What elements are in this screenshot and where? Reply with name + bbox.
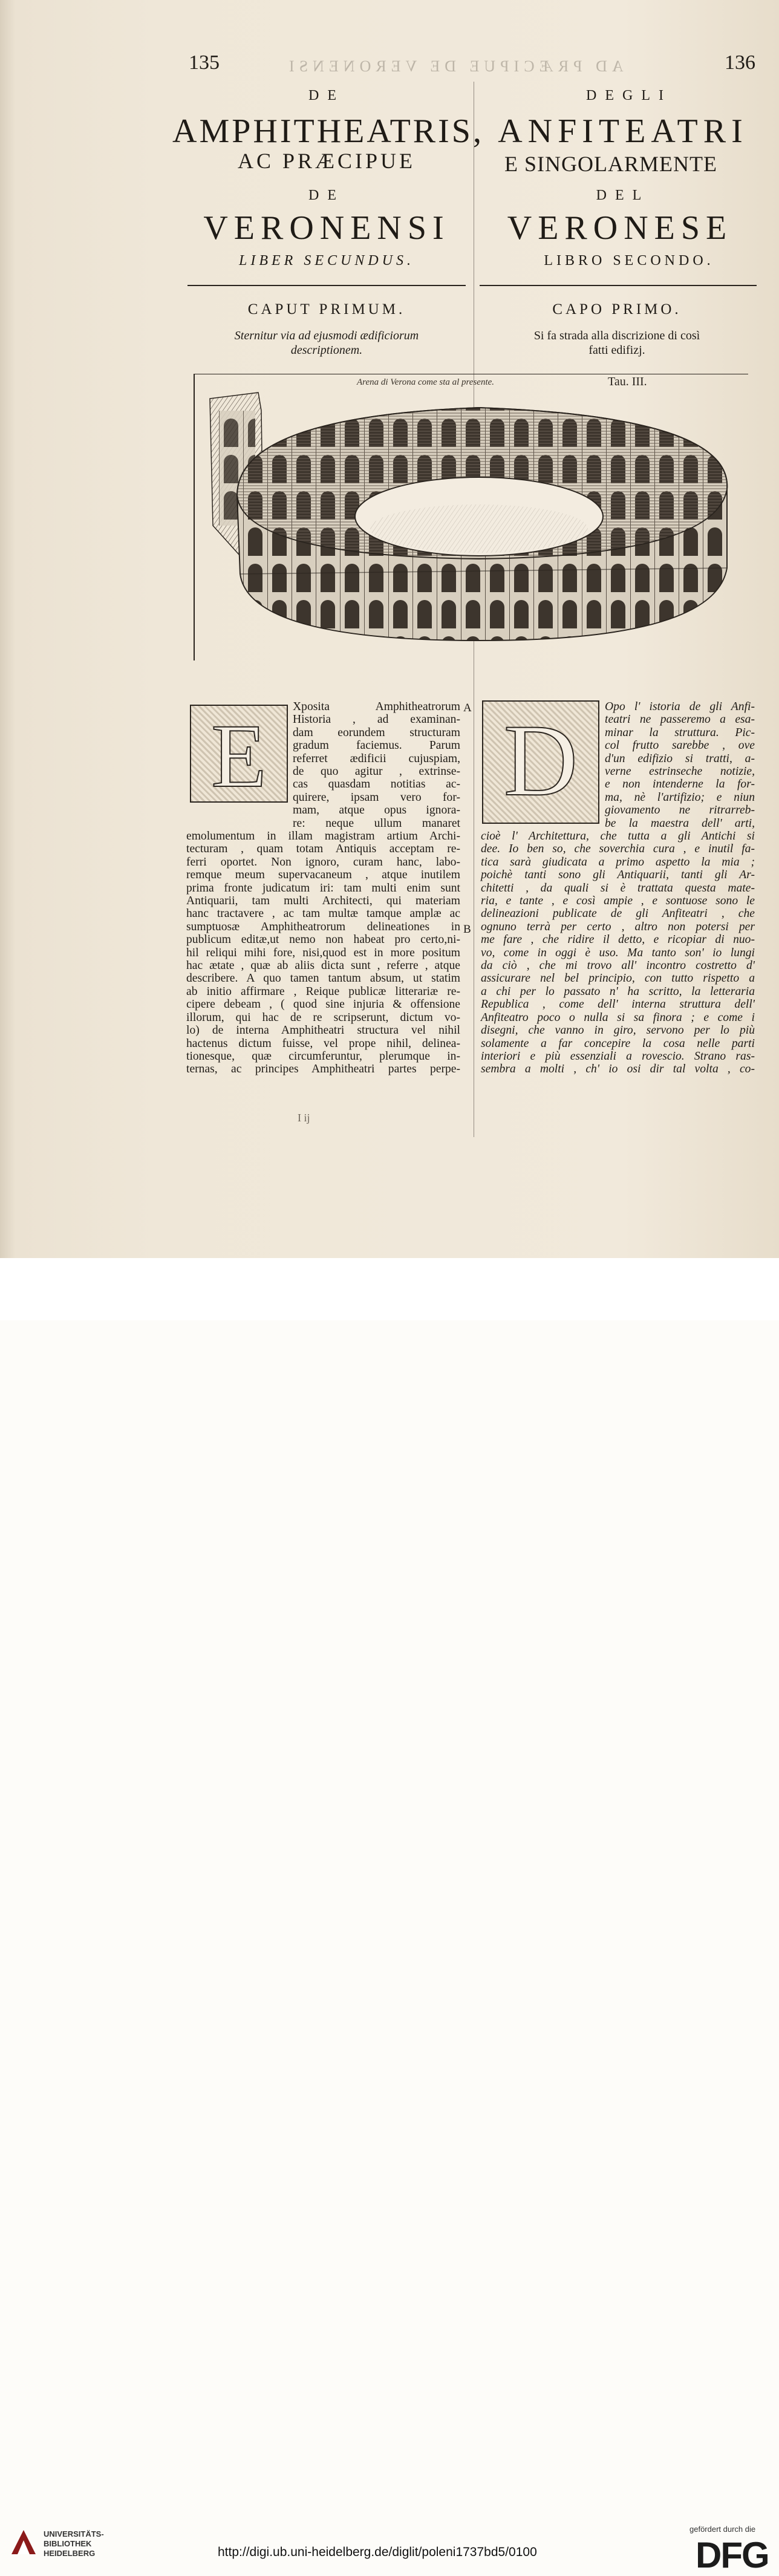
italian-text-line: da ciò , che mi trovo all' incontro costretto d' xyxy=(481,959,755,973)
italian-text-line: be la maestra dell' arti, xyxy=(605,817,755,830)
latin-text-line: ferri oportet. Non ignoro, curam hanc, labo- xyxy=(186,855,460,869)
italian-text-line: delineazioni publicate de gli Anfiteatri , che xyxy=(481,907,755,921)
latin-text-line: ab initio affirmare , Reique publicæ litterariæ re- xyxy=(186,985,460,998)
latin-text-line: describere. A quo tamen tantum absum, ut statim xyxy=(186,972,460,985)
institution-line2: BIBLIOTHEK xyxy=(44,2539,92,2548)
italian-title-rule xyxy=(480,285,757,286)
book-page xyxy=(0,0,779,1258)
latin-text-line: publicum editæ,ut nemo non habeat pro certo,ni- xyxy=(186,933,460,947)
university-logo-icon xyxy=(8,2527,39,2557)
italian-capo: CAPO PRIMO. xyxy=(552,301,682,318)
latin-text-line: sumptuosæ Amphitheatrorum delineationes in xyxy=(186,920,460,933)
page-number-right: 136 xyxy=(725,51,755,74)
italian-text-line: col frutto sarebbe , ove xyxy=(605,739,755,752)
italian-text-wrapped xyxy=(605,700,755,830)
latin-title-main: AMPHITHEATRIS, xyxy=(172,112,484,150)
latin-liber: LIBER SECUNDUS. xyxy=(239,253,414,269)
latin-drop-cap xyxy=(190,705,288,806)
latin-text-line: de quo agitur , extrinse- xyxy=(293,765,460,778)
latin-title-de2: DE xyxy=(308,187,345,203)
italian-text-line: a chi per lo passato n' ha scritto, la letteraria xyxy=(481,985,755,998)
latin-text-line: quirere, ipsam vero for- xyxy=(293,791,460,804)
latin-text-line: emolumentum in illam magistram artium Archi- xyxy=(186,830,460,843)
funded-by-label: gefördert durch die xyxy=(689,2525,756,2534)
latin-text-line: mam, atque opus ignora- xyxy=(293,804,460,817)
latin-text-line: Antiquarii, tam multi Architecti, qui materiam xyxy=(186,895,460,908)
source-url-link[interactable]: http://digi.ub.uni-heidelberg.de/diglit/poleni1737bd5/0100 xyxy=(218,2545,537,2559)
latin-title-rule xyxy=(187,285,466,286)
margin-marker-b: B xyxy=(463,923,471,936)
latin-text-line: referret ædificii cujuspiam, xyxy=(293,752,460,765)
latin-caput: CAPUT PRIMUM. xyxy=(247,301,406,318)
italian-title-sub: E SINGOLARMENTE xyxy=(504,152,717,176)
italian-text-line: assicurare nel bel principio, con tutto rispetto a xyxy=(481,972,755,985)
latin-text-line: dam eorundem structuram xyxy=(293,726,460,739)
latin-text-body xyxy=(186,830,460,1076)
italian-title-main: ANFITEATRI xyxy=(498,112,748,150)
italian-text-line: minar la struttura. Pic- xyxy=(605,726,755,739)
italian-text-line: me fare , che ridire il detto, e ricopiar di nuo- xyxy=(481,933,755,947)
latin-text-line: Xposita Amphitheatrorum xyxy=(293,700,460,713)
latin-text-line: hanc tractavere , ac tam multæ tamque amplæ ac xyxy=(186,907,460,921)
latin-text-line: hactenus dictum fuisse, vel prope nihil, delinea- xyxy=(186,1037,460,1050)
latin-text-line: illorum, qui hac de re scripserunt, dictum vo- xyxy=(186,1011,460,1024)
latin-text-line: ternas, ac principes Amphitheatri partes perpe- xyxy=(186,1063,460,1076)
italian-text-body xyxy=(481,830,755,1076)
plate-caption: Arena di Verona come sta al presente. xyxy=(357,377,495,387)
latin-text-line: re: neque ullum manaret xyxy=(293,817,460,830)
italian-text-line: ma, nè l'artifizio; e niun xyxy=(605,791,755,804)
italian-text-line: sembra a molti , ch' io osi dir tal volta , co- xyxy=(481,1063,755,1076)
italian-subtitle-line1: Si fa strada alla discrizione di così xyxy=(533,329,700,342)
latin-text-line: cipere debeam , ( quod sine injuria & offensione xyxy=(186,998,460,1011)
italian-text-line: interiori e più essenziali a rovescio. Strano ras- xyxy=(481,1049,755,1063)
italian-text-line: verne estrinseche notizie, xyxy=(605,765,755,778)
latin-text-line: tecturam , quam totam Antiquis acceptam re- xyxy=(186,843,460,856)
italian-text-line: dee. Io ben so, che soverchia cura , e inutil fa- xyxy=(481,843,755,856)
latin-text-wrapped xyxy=(293,700,460,830)
latin-text-line: cas quasdam notitias ac- xyxy=(293,778,460,791)
italian-text-line: ognuno terrà per certo , altro non potersi per xyxy=(481,920,755,933)
italian-text-line: tica sarà giudicata a primo aspetto la mia ; xyxy=(481,855,755,869)
italian-text-line: Opo l' istoria de gli Anfi- xyxy=(605,700,755,713)
italian-title-city: VERONESE xyxy=(507,209,733,247)
latin-subtitle-line2: descriptionem. xyxy=(290,344,363,357)
italian-text-line: disegni, che vanno in giro, servono per lo più xyxy=(481,1024,755,1037)
italian-drop-cap xyxy=(482,700,599,824)
italian-text-line: ria, e tante , e così ampie , e sontuose sono le xyxy=(481,895,755,908)
italian-text-line: giovamento ne ritrarreb- xyxy=(605,804,755,817)
latin-title-de: DE xyxy=(308,88,345,103)
latin-title-sub: AC PRÆCIPUE xyxy=(237,149,416,173)
latin-text-line: hil reliqui mihi fore, nisi,quod est in more positum xyxy=(186,946,460,959)
italian-text-line: e non intenderne la for- xyxy=(605,778,755,791)
arena-engraving xyxy=(194,374,748,660)
latin-text-line: prima fronte judicatum iri: tam multi enim sunt xyxy=(186,881,460,895)
institution-line3: HEIDELBERG xyxy=(44,2549,96,2558)
italian-title-del: DEL xyxy=(596,187,650,203)
italian-subtitle-line2: fatti edifizj. xyxy=(588,344,645,357)
latin-text-line: hac ætate , quæ ab aliis dicta sunt , referre , atque xyxy=(186,959,460,973)
italian-drop-cap-letter: D xyxy=(503,703,578,817)
latin-text-line: tionesque, quæ circumferuntur, plerumque in- xyxy=(186,1049,460,1063)
italian-libro: LIBRO SECONDO. xyxy=(544,253,714,269)
italian-text-line: Anfiteatro poco o nulla si sa finora ; e come i xyxy=(481,1011,755,1024)
plate-number: Tau. III. xyxy=(608,375,647,388)
italian-text-line: solamente a far concepire la cosa nelle parti xyxy=(481,1037,755,1050)
latin-drop-cap-letter: E xyxy=(211,706,267,806)
institution-line1: UNIVERSITÄTS- xyxy=(44,2529,104,2539)
page-number-left: 135 xyxy=(189,51,220,74)
institution-name xyxy=(44,2529,104,2558)
latin-subtitle-line1: Sternitur via ad ejusmodi ædificiorum xyxy=(234,329,419,342)
italian-text-line: chitetti , da quali si è trattata questa mate- xyxy=(481,881,755,895)
signature-mark: I ij xyxy=(298,1112,310,1124)
italian-text-line: cioè l' Architettura, che tutta a gli Antichi si xyxy=(481,830,755,843)
italian-text-line: poichè tanti sono gli Antiquarii, tanti gli Ar- xyxy=(481,869,755,882)
arena-illustration xyxy=(195,374,747,659)
latin-text-line: Historia , ad examinan- xyxy=(293,713,460,726)
latin-text-line: remque meum supervacaneum , atque inutilem xyxy=(186,869,460,882)
italian-text-line: vo, come in oggi è uso. Ma tanto son' io lungi xyxy=(481,946,755,959)
latin-text-line: lo) de interna Amphitheatri structura vel nihil xyxy=(186,1024,460,1037)
italian-title-degli: DEGLI xyxy=(586,88,672,103)
bleed-through-text: AD PRÆCIPUE DE VERONENSI xyxy=(284,57,624,75)
dfg-logo: DFG xyxy=(696,2535,769,2575)
footer-bar xyxy=(0,1258,779,2575)
italian-text-line: teatri ne passeremo a esa- xyxy=(605,713,755,726)
latin-title-city: VERONENSI xyxy=(203,209,450,247)
italian-text-line: Republica , come dell' interna struttura dell' xyxy=(481,998,755,1011)
italian-text-line: d'un edifizio si tratti, a- xyxy=(605,752,755,765)
latin-text-line: gradum faciemus. Parum xyxy=(293,739,460,752)
margin-marker-a: A xyxy=(463,702,472,714)
